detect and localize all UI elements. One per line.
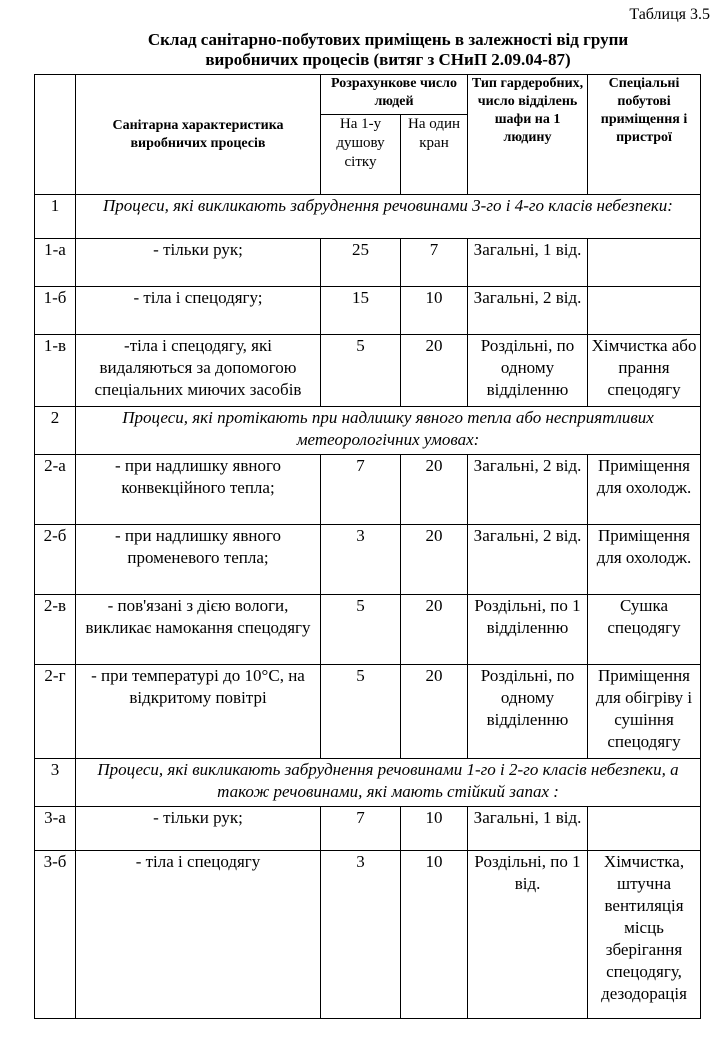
group-row <box>35 195 701 239</box>
row-description: - при надлишку явного променевого тепла; <box>76 525 321 595</box>
row-tap-count: 10 <box>401 851 468 1019</box>
row-tap-count: 20 <box>401 455 468 525</box>
group-row <box>35 759 701 807</box>
row-wardrobe-type: Роздільні, по 1 відділенню <box>468 595 588 665</box>
row-wardrobe-type: Загальні, 2 від. <box>468 455 588 525</box>
row-special-facilities: Хімчистка або прання спецодягу <box>588 335 701 407</box>
row-number: 1-б <box>35 287 76 335</box>
title-line-2: виробничих процесів (витяг з СНиП 2.09.04-87) <box>205 50 571 69</box>
row-number: 1-в <box>35 335 76 407</box>
row-number: 2-г <box>35 665 76 759</box>
row-description: - при надлишку явного конвекційного тепла; <box>76 455 321 525</box>
header-people: Розрахункове число людей <box>321 75 468 115</box>
row-number: 3-б <box>35 851 76 1019</box>
group-number: 1 <box>35 195 76 239</box>
table-number: Таблиця 3.5 <box>629 6 710 23</box>
row-description: -тіла і спецодягу, які видаляються за допомогою спеціальних миючих засобів <box>76 335 321 407</box>
sanitary-table <box>34 74 701 1019</box>
row-tap-count: 20 <box>401 335 468 407</box>
row-wardrobe-type: Загальні, 2 від. <box>468 525 588 595</box>
row-special-facilities: Приміщення для охолодж. <box>588 525 701 595</box>
row-wardrobe-type: Роздільні, по 1 від. <box>468 851 588 1019</box>
header-wardrobe: Тип гардеробних, число відділень шафи на 1 людину <box>468 75 588 195</box>
group-title: Процеси, які протікають при надлишку явного тепла або несприятливих метеорологічних умовах: <box>76 407 701 455</box>
row-wardrobe-type: Загальні, 2 від. <box>468 287 588 335</box>
row-description: - тільки рук; <box>76 239 321 287</box>
header-characteristic: Санітарна характеристика виробничих процесів <box>76 75 321 195</box>
row-shower-count: 7 <box>321 455 401 525</box>
row-description: - тільки рук; <box>76 807 321 851</box>
table-row <box>35 335 701 407</box>
group-number: 3 <box>35 759 76 807</box>
group-title: Процеси, які викликають забруднення речовинами 3-го і 4-го класів небезпеки: <box>76 195 701 239</box>
header-tap: На один кран <box>401 115 468 195</box>
table-title <box>60 30 716 70</box>
title-line-1: Склад санітарно-побутових приміщень в залежності від групи <box>147 30 629 49</box>
row-number: 3-а <box>35 807 76 851</box>
row-tap-count: 20 <box>401 665 468 759</box>
table-row <box>35 525 701 595</box>
row-wardrobe-type: Роздільні, по одному відділенню <box>468 335 588 407</box>
table-row <box>35 239 701 287</box>
row-tap-count: 10 <box>401 287 468 335</box>
row-tap-count: 20 <box>401 525 468 595</box>
table-row <box>35 851 701 1019</box>
row-description: - при температурі до 10°С, на відкритому повітрі <box>76 665 321 759</box>
row-number: 2-б <box>35 525 76 595</box>
row-special-facilities: Сушка спецодягу <box>588 595 701 665</box>
header-shower: На 1-у душову сітку <box>321 115 401 195</box>
row-number: 2-в <box>35 595 76 665</box>
row-shower-count: 3 <box>321 525 401 595</box>
group-number: 2 <box>35 407 76 455</box>
row-number: 2-а <box>35 455 76 525</box>
row-special-facilities <box>588 287 701 335</box>
row-tap-count: 7 <box>401 239 468 287</box>
row-wardrobe-type: Роздільні, по одному відділенню <box>468 665 588 759</box>
header-num <box>35 75 76 195</box>
row-shower-count: 5 <box>321 665 401 759</box>
row-shower-count: 25 <box>321 239 401 287</box>
group-row <box>35 407 701 455</box>
table-row <box>35 807 701 851</box>
table-row <box>35 665 701 759</box>
row-wardrobe-type: Загальні, 1 від. <box>468 807 588 851</box>
row-tap-count: 20 <box>401 595 468 665</box>
row-shower-count: 5 <box>321 595 401 665</box>
table-row <box>35 455 701 525</box>
row-number: 1-а <box>35 239 76 287</box>
row-tap-count: 10 <box>401 807 468 851</box>
row-description: - пов'язані з дією вологи, викликає намокання спецодягу <box>76 595 321 665</box>
row-shower-count: 7 <box>321 807 401 851</box>
row-special-facilities: Хімчистка, штучна вентиляція місць зберігання спецодягу, дезодорація <box>588 851 701 1019</box>
group-title: Процеси, які викликають забруднення речовинами 1-го і 2-го класів небезпеки, а також речовинами, які мають стійкий запах : <box>76 759 701 807</box>
row-special-facilities: Приміщення для охолодж. <box>588 455 701 525</box>
table-row <box>35 287 701 335</box>
table-row <box>35 595 701 665</box>
row-special-facilities <box>588 239 701 287</box>
row-wardrobe-type: Загальні, 1 від. <box>468 239 588 287</box>
row-special-facilities: Приміщення для обігріву і сушіння спецодягу <box>588 665 701 759</box>
row-shower-count: 5 <box>321 335 401 407</box>
header-special: Спеціальні побутові приміщення і пристрої <box>588 75 701 195</box>
row-shower-count: 3 <box>321 851 401 1019</box>
row-special-facilities <box>588 807 701 851</box>
row-shower-count: 15 <box>321 287 401 335</box>
row-description: - тіла і спецодягу; <box>76 287 321 335</box>
row-description: - тіла і спецодягу <box>76 851 321 1019</box>
